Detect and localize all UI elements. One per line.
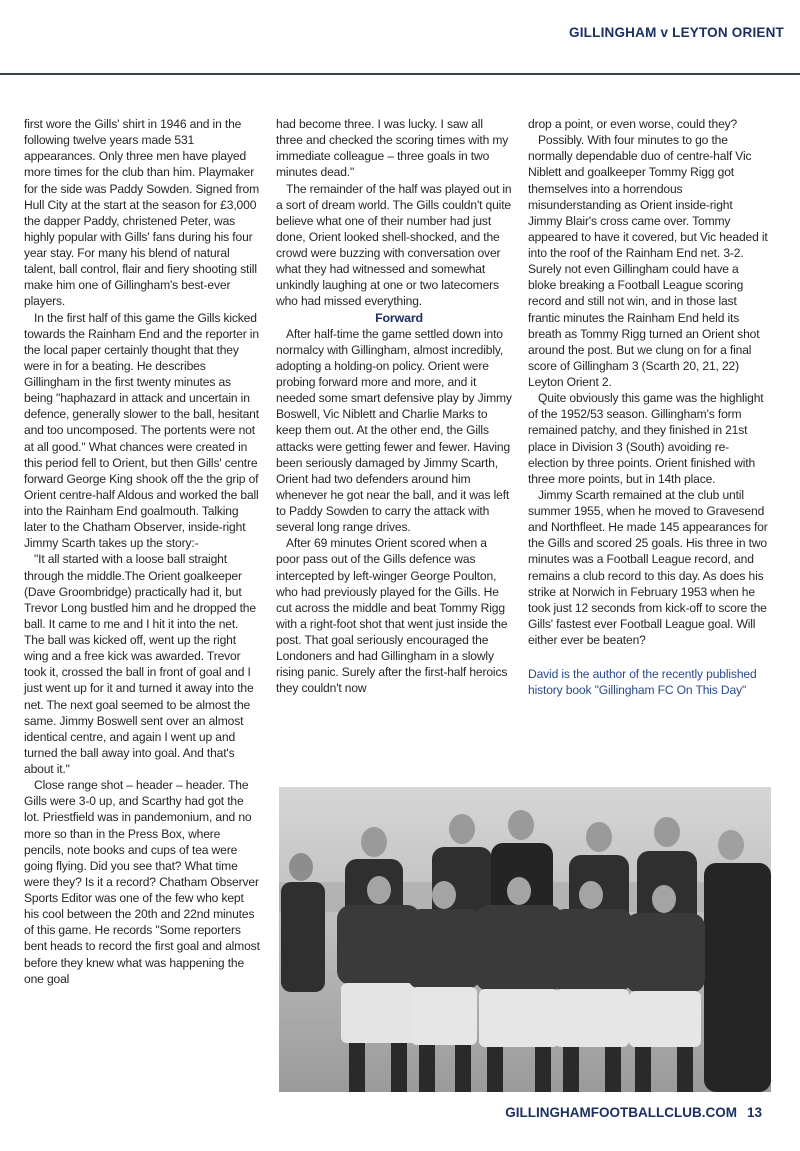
column-1-paragraph: "It all started with a loose ball straight through the middle.The Orient goalkeeper (Dave Groombridge) practically had it, but Trevor Long bustled him and he dropped the ball. It came to me and I hit it into the net. The ball was kicked off, went up the right wing and a free kick was awarded. Trevor took it, crossed the ball in front of goal and I just went up for it and turned it away into the net. The next goal seemed to be almost the same. Jimmy Boswell sent over an almost identical centre, and again I went up and turned the ball away into goal. And that's about it." bbox=[24, 552, 256, 776]
column-3-paragraph: Quite obviously this game was the highlight of the 1952/53 season. Gillingham's form remained patchy, and they finished in 21st place in Division 3 (South) avoiding re-election by three points. Orient finished with three more points, but in 14th place. bbox=[528, 391, 764, 486]
footer-site-url: GILLINGHAMFOOTBALLCLUB.COM bbox=[505, 1105, 737, 1120]
column-2-paragraph: The remainder of the half was played out in a sort of dream world. The Gills couldn't quite believe what one of their number had just done, Orient looked shell-shocked, and the crowd were buzzing with conversation over what they had witnessed and somewhat unkindly laughing at one or two latecomers who had missed everything. bbox=[276, 181, 512, 309]
column-1-paragraph: first wore the Gills' shirt in 1946 and in the following twelve years made 531 appearances. Only three men have played more times for the club than him. Playmaker for the side was Paddy Sowden. Signed from Hull City at the start at the season for £3,000 the dapper Paddy, christened Peter, was highly popular with Gills' fans during his four year stay. For many his blend of natural talent, ball control, flair and fiery shooting still make him one of Gillingham's best-ever players. bbox=[24, 117, 260, 309]
section-subheading: Forward bbox=[375, 310, 423, 325]
column-2-paragraph: After 69 minutes Orient scored when a poor pass out of the Gills defence was intercepted by left-winger George Poulton, who had previously played for the Gills. He cut across the middle and beat Tommy Rigg with a right-foot shot that went just inside the post. That goal seriously encouraged the Londoners and had Gillingham in a slowly rising panic. Surely after the first-half heroics they couldn't now bbox=[276, 536, 508, 696]
column-3-paragraph: Possibly. With four minutes to go the normally dependable duo of centre-half Vic Niblett and goalkeeper Tommy Rigg got themselves into a horrendous misunderstanding as Orient inside-right Jimmy Blair's cross came over. Tommy appeared to have it covered, but Vic headed it into the roof of the Rainham End net. 3-2. Surely not even Gillingham could have a bloke breaking a Football League scoring record and still not win, and in those last frantic minutes the Rainham End held its breath as Tommy Rigg turned an Orient shot around the post. But we clung on for a final score of Gillingham 3 (Scarth 20, 21, 22) Leyton Orient 2. bbox=[528, 133, 768, 389]
column-2 bbox=[276, 116, 512, 697]
column-1 bbox=[24, 116, 260, 1146]
author-note: David is the author of the recently published history book "Gillingham FC On This Day" bbox=[528, 667, 757, 698]
column-3 bbox=[528, 116, 768, 698]
header-rule bbox=[0, 73, 800, 75]
column-2-paragraph: had become three. I was lucky. I saw all three and checked the scoring times with my immediate colleague – three goals in two minutes dead." bbox=[276, 117, 509, 180]
header-title: GILLINGHAM v LEYTON ORIENT bbox=[569, 25, 784, 40]
footer bbox=[505, 1105, 762, 1120]
column-3-paragraph: Jimmy Scarth remained at the club until summer 1955, when he moved to Gravesend and Northfleet. He made 145 appearances for the Gills and scored 25 goals. His three in two minutes was a Football League record, and remains a club record to this day. As does his strike at Norwich in February 1953 when he took just 12 seconds from kick-off to score the Gills' fastest ever Football League goal. Will either ever be beaten? bbox=[528, 487, 768, 647]
column-3-paragraph: drop a point, or even worse, could they? bbox=[528, 117, 738, 131]
column-1-paragraph: Close range shot – header – header. The Gills were 3-0 up, and Scarthy had got the lot. Priestfield was in pandemonium, and no more so than in the Press Box, where pencils, note books and cups of tea were going flying. Did you see that? What time were they? Is it a record? Chatham Observer Sports Editor was one of the few who kept his cool between the 20th and 22nd minutes of this game. He records "Some reporters bent heads to record the first goal and almost before they knew what was happening the one goal bbox=[24, 778, 260, 986]
team-photo-image bbox=[279, 787, 771, 1092]
column-1-paragraph: In the first half of this game the Gills kicked towards the Rainham End and the reporter in the local paper certainly thought that they were in for a beating. He describes Gillingham in the first twenty minutes as being "haphazard in attack and uncertain in defence, generally slower to the ball, hesitant and too uncomposed. The portents were not at all good." What chances were created in this period fell to Orient, but then Gills' centre forward George King shook off the the grip of Orient centre-half Aldous and worked the ball into the Rainham End goalmouth. Talking later to the Chatham Observer, inside-right Jimmy Scarth takes up the story:- bbox=[24, 310, 259, 551]
page-number: 13 bbox=[746, 1105, 762, 1120]
column-2-paragraph: After half-time the game settled down into normalcy with Gillingham, almost incredibly, adopting a holding-on policy. Orient were probing forward more and more, and it needed some smart defensive play by Jimmy Boswell, Vic Niblett and Charlie Marks to keep them out. At the other end, the Gills attacks were getting fewer and fewer. Having been seriously damaged by Jimmy Scarth, Orient had two defenders around him whenever he got near the ball, and it was left to Paddy Sowden to carry the attack with several long range drives. bbox=[276, 326, 512, 535]
team-photo bbox=[279, 787, 771, 1092]
